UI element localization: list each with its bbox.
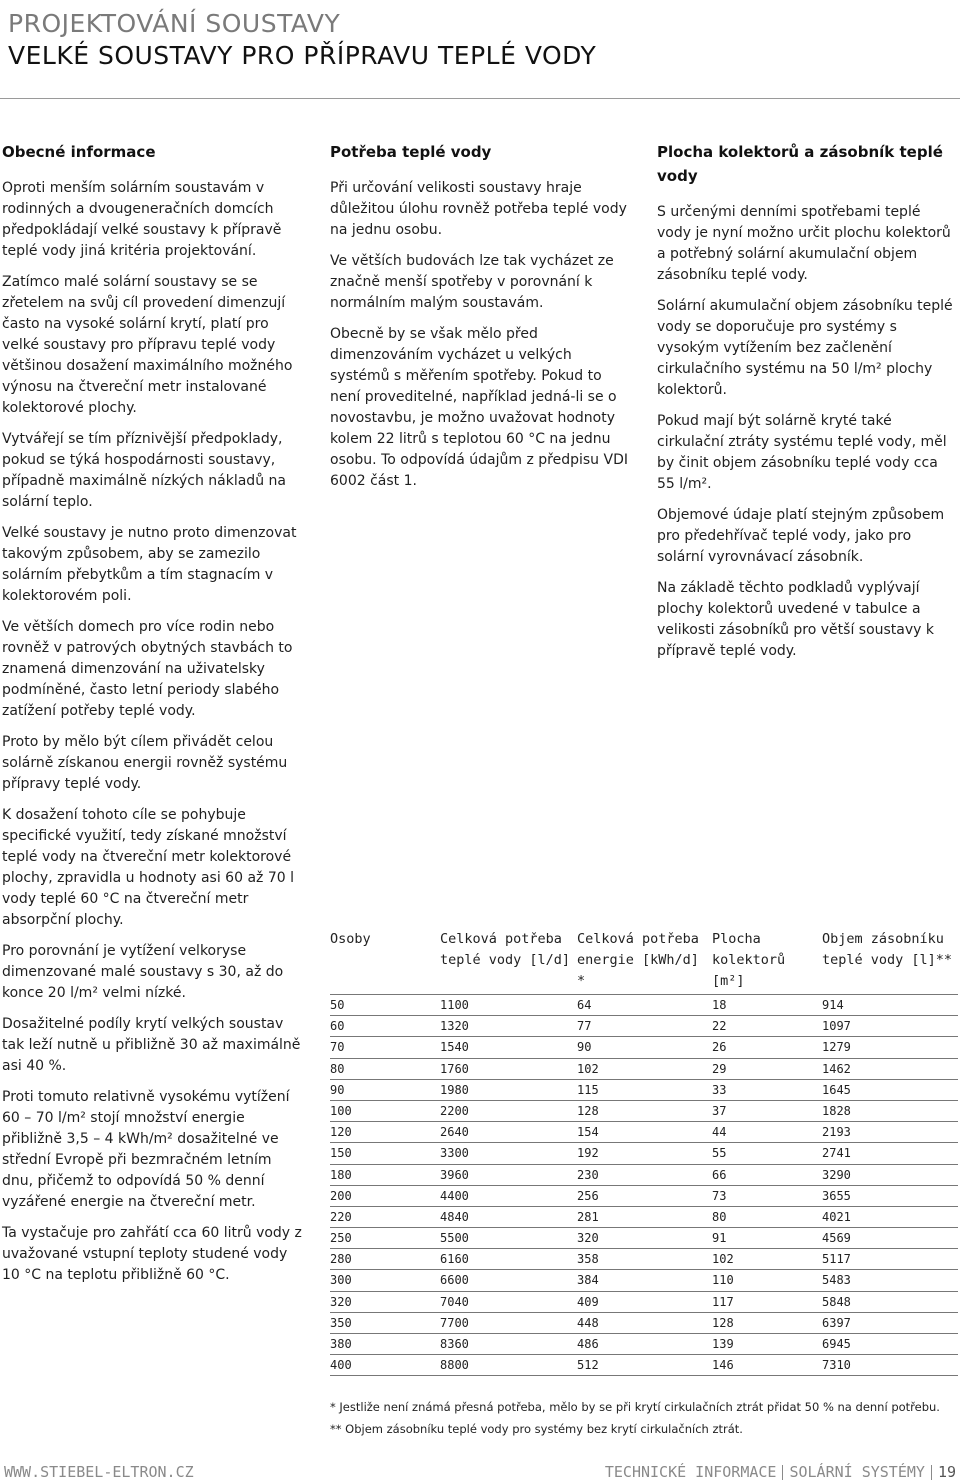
table-cell: 80	[712, 1209, 727, 1224]
table-cell: 90	[330, 1082, 345, 1097]
table-cell: 70	[330, 1040, 345, 1055]
column-general-info	[2, 140, 302, 1296]
table-cell: 3655	[822, 1188, 851, 1203]
table-cell: 1097	[822, 1019, 851, 1034]
table-cell: 281	[577, 1209, 599, 1224]
table-row	[330, 1059, 958, 1080]
paragraph: Proti tomuto relativně vysokému vytížení 60 – 70 l/m² stojí množství energie přibližně 3,5 – 4 kWh/m² dosažitelné ve střední Evropě při bezmračném letním dnu, přičemž to odpovídá 50 % denní vyzářené energie na čtvereční metr.	[2, 1089, 290, 1210]
table-cell: 350	[330, 1315, 352, 1330]
table-cell: 7310	[822, 1358, 851, 1373]
table-cell: 192	[577, 1146, 599, 1161]
table-cell: 90	[577, 1040, 592, 1055]
table-cell: 150	[330, 1146, 352, 1161]
table-cell: 102	[577, 1061, 599, 1076]
table-header	[330, 928, 958, 995]
table-cell: 117	[712, 1294, 734, 1309]
table-cell: 448	[577, 1315, 599, 1330]
column-collector-area	[657, 140, 957, 672]
table-cell: 80	[330, 1061, 345, 1076]
table-cell: 358	[577, 1252, 599, 1267]
table-row	[330, 1016, 958, 1037]
column-hot-water-demand	[330, 140, 630, 502]
table-cell: 44	[712, 1125, 727, 1140]
column-heading: Obecné informace	[2, 143, 156, 161]
table-cell: 7700	[440, 1315, 469, 1330]
table-cell: 50	[330, 998, 345, 1012]
paragraph: Objemové údaje platí stejným způsobem pro předehřívač teplé vody, jako pro solární vyrovnávací zásobník.	[657, 507, 945, 565]
table-cell: 400	[330, 1358, 352, 1373]
paragraph: Obecně by se však mělo před dimenzováním vycházet u velkých systémů s měřením spotřeby. Pokud to není proveditelné, například jedná-li se o novostavbu, je možno uvažovat hodnoty kolem 22 litrů s teplotou 60 °C na jednu osobu. To odpovídá údajům z předpisu VDI 6002 část 1.	[330, 326, 628, 489]
table-cell: 1760	[440, 1061, 469, 1076]
footnote: ** Objem zásobníku teplé vody pro systémy bez krytí cirkulačních ztrát.	[330, 1422, 743, 1436]
page-footer	[0, 1460, 960, 1483]
table-cell: 77	[577, 1019, 592, 1034]
table-cell: 1540	[440, 1040, 469, 1055]
table-row	[330, 995, 958, 1016]
footnotes	[330, 1396, 958, 1440]
table-cell: 64	[577, 998, 592, 1012]
column-heading: Plocha kolektorů a zásobník teplé vody	[657, 143, 943, 185]
table-row	[330, 1207, 958, 1228]
table-row	[330, 1186, 958, 1207]
table-cell: 2200	[440, 1103, 469, 1118]
table-cell: 2640	[440, 1125, 469, 1140]
table-cell: 33	[712, 1082, 727, 1097]
header-cell: Celková potřeba teplé vody [l/d]	[440, 931, 571, 968]
table-row	[330, 1143, 958, 1164]
table-cell: 66	[712, 1167, 727, 1182]
table-row	[330, 1270, 958, 1291]
page-title: VELKÉ SOUSTAVY PRO PŘÍPRAVU TEPLÉ VODY	[8, 41, 597, 70]
table-row	[330, 1101, 958, 1122]
table-cell: 4400	[440, 1188, 469, 1203]
paragraph: Velké soustavy je nutno proto dimenzovat takovým způsobem, aby se zamezilo solárním přebytkům a tím stagnacím v kolektorovém poli.	[2, 525, 297, 604]
table-cell: 6945	[822, 1337, 851, 1351]
table-cell: 409	[577, 1294, 599, 1309]
paragraph: Ve větších budovách lze tak vycházet ze značně menší spotřeby v porovnání k normálním malým soustavám.	[330, 253, 614, 311]
table-cell: 320	[330, 1294, 352, 1309]
paragraph: Pokud mají být solárně kryté také cirkulační ztráty systému teplé vody, měl by činit objem zásobníku teplé vody cca 55 l/m².	[657, 413, 947, 492]
table-cell: 200	[330, 1188, 352, 1203]
table-row	[330, 1334, 958, 1355]
footer-divider	[782, 1465, 783, 1480]
footer-section-left: TECHNICKÉ INFORMACE	[604, 1463, 777, 1481]
column-heading: Potřeba teplé vody	[330, 143, 492, 161]
table-row	[330, 1292, 958, 1313]
table-cell: 115	[577, 1082, 599, 1097]
table-cell: 1980	[440, 1082, 469, 1097]
table-row	[330, 1165, 958, 1186]
table-cell: 102	[712, 1252, 734, 1267]
footnote: * Jestliže není známá přesná potřeba, mělo by se při krytí cirkulačních ztrát přidat 50 % na denní potřebu.	[330, 1400, 940, 1414]
paragraph: Vytvářejí se tím příznivější předpoklady, pokud se týká hospodárnosti soustavy, případně maximálně nízkých nákladů na solární teplo.	[2, 431, 286, 510]
table-cell: 3300	[440, 1146, 469, 1161]
table-cell: 120	[330, 1125, 352, 1140]
table-cell: 4021	[822, 1209, 851, 1224]
table-cell: 18	[712, 998, 727, 1012]
table-cell: 146	[712, 1358, 734, 1373]
page-header	[8, 8, 596, 72]
table-cell: 5848	[822, 1294, 851, 1309]
table-cell: 91	[712, 1231, 727, 1246]
table-cell: 3960	[440, 1167, 469, 1182]
table-cell: 3290	[822, 1167, 851, 1182]
table-cell: 60	[330, 1019, 345, 1034]
table-cell: 1645	[822, 1082, 851, 1097]
table-cell: 26	[712, 1040, 727, 1055]
table-cell: 914	[822, 998, 844, 1012]
table-cell: 128	[712, 1315, 734, 1330]
paragraph: S určenými denními spotřebami teplé vody je nyní možno určit plochu kolektorů a potřebný solární akumulační objem zásobníku teplé vody.	[657, 204, 951, 283]
table-cell: 29	[712, 1061, 727, 1076]
table-cell: 280	[330, 1252, 352, 1267]
table-row	[330, 1080, 958, 1101]
table-cell: 5117	[822, 1252, 851, 1267]
table-cell: 5500	[440, 1231, 469, 1246]
table-cell: 256	[577, 1188, 599, 1203]
table-cell: 4569	[822, 1231, 851, 1246]
paragraph: Ve větších domech pro více rodin nebo rovněž v patrových obytných stavbách to znamená dimenzování na uživatelsky podmíněné, často letní periody slabého zatížení potřeby teplé vody.	[2, 619, 293, 719]
table-cell: 6600	[440, 1273, 469, 1288]
table-cell: 384	[577, 1273, 599, 1288]
website-link[interactable]: WWW.STIEBEL-ELTRON.CZ	[4, 1463, 194, 1481]
table-cell: 8800	[440, 1358, 469, 1373]
table-cell: 380	[330, 1337, 352, 1351]
header-cell: Celková potřeba energie [kWh/d] *	[577, 931, 699, 989]
table-cell: 1100	[440, 998, 469, 1012]
footer-section-right: SOLÁRNÍ SYSTÉMY	[789, 1463, 925, 1481]
paragraph: Ta vystačuje pro zahřátí cca 60 litrů vody z uvažované vstupní teploty studené vody 10 °C na teplotu přibližně 60 °C.	[2, 1225, 302, 1283]
table-cell: 230	[577, 1167, 599, 1182]
table-cell: 55	[712, 1146, 727, 1161]
table-body	[330, 995, 958, 1376]
table-cell: 1320	[440, 1019, 469, 1034]
table-cell: 8360	[440, 1337, 469, 1351]
table-cell: 2741	[822, 1146, 851, 1161]
header-cell: Objem zásobníku teplé vody [l]**	[822, 931, 953, 968]
paragraph: Solární akumulační objem zásobníku teplé vody se doporučuje pro systémy s vysokým vytížením bez začlenění cirkulačního systému na 50 l/m² plochy kolektorů.	[657, 298, 953, 398]
table-cell: 4840	[440, 1209, 469, 1224]
paragraph: Dosažitelné podíly krytí velkých soustav tak leží nutně u přibližně 30 až maximálně asi 40 %.	[2, 1016, 301, 1074]
paragraph: Zatímco malé solární soustavy se se zřetelem na svůj cíl provedení dimenzují často na vysoké solární krytí, platí pro velké soustavy pro přípravu teplé vody většinou dosažení maximálního možného výnosu na čtvereční metr instalované kolektorové plochy.	[2, 274, 293, 416]
table-cell: 6160	[440, 1252, 469, 1267]
table-row	[330, 1122, 958, 1143]
footer-divider	[931, 1465, 932, 1480]
table-cell: 486	[577, 1337, 599, 1351]
header-divider	[0, 98, 960, 99]
table-cell: 512	[577, 1358, 599, 1373]
table-cell: 1462	[822, 1061, 851, 1076]
paragraph: Oproti menším solárním soustavám v rodinných a dvougeneračních domcích předpokládají velké soustavy k přípravě teplé vody jiná kritéria projektování.	[2, 180, 282, 259]
table-cell: 1828	[822, 1103, 851, 1118]
table-cell: 73	[712, 1188, 727, 1203]
table-cell: 37	[712, 1103, 727, 1118]
table-row	[330, 1037, 958, 1058]
footer-section	[605, 1463, 956, 1481]
table-cell: 100	[330, 1103, 352, 1118]
table-cell: 320	[577, 1231, 599, 1246]
table-cell: 1279	[822, 1040, 851, 1055]
table-row	[330, 1355, 958, 1376]
table-cell: 7040	[440, 1294, 469, 1309]
table-cell: 250	[330, 1231, 352, 1246]
table-cell: 139	[712, 1337, 734, 1351]
header-cell: Plocha kolektorů [m²]	[712, 931, 786, 989]
table-cell: 110	[712, 1273, 734, 1288]
paragraph: Pro porovnání je vytížení velkoryse dimenzované malé soustavy s 30, až do konce 20 l/m² velmi nízké.	[2, 943, 284, 1001]
paragraph: K dosažení tohoto cíle se pohybuje specifické využití, tedy získané množství teplé vody na čtvereční metr kolektorové plochy, zpravidla u hodnoty asi 60 až 70 l vody teplé 60 °C na čtvereční metr absorpční plochy.	[2, 807, 294, 928]
page-number: 19	[937, 1463, 956, 1481]
sizing-table	[330, 928, 958, 1376]
table-cell: 2193	[822, 1125, 851, 1140]
table-cell: 128	[577, 1103, 599, 1118]
table-cell: 180	[330, 1167, 352, 1182]
table-row	[330, 1249, 958, 1270]
table-row	[330, 1313, 958, 1334]
table-cell: 300	[330, 1273, 352, 1288]
table-cell: 5483	[822, 1273, 851, 1288]
table-cell: 6397	[822, 1315, 851, 1330]
section-kicker: PROJEKTOVÁNÍ SOUSTAVY	[8, 9, 341, 38]
paragraph: Na základě těchto podkladů vyplývají plochy kolektorů uvedené v tabulce a velikosti zásobníků pro větší soustavy k přípravě teplé vody.	[657, 580, 935, 659]
table-row	[330, 1228, 958, 1249]
paragraph: Při určování velikosti soustavy hraje důležitou úlohu rovněž potřeba teplé vody na jednu osobu.	[330, 180, 627, 238]
table-cell: 220	[330, 1209, 352, 1224]
table-cell: 22	[712, 1019, 727, 1034]
paragraph: Proto by mělo být cílem přivádět celou solárně získanou energii rovněž systému přípravy teplé vody.	[2, 734, 288, 792]
header-cell: Osoby	[330, 931, 371, 947]
table-cell: 154	[577, 1125, 599, 1140]
